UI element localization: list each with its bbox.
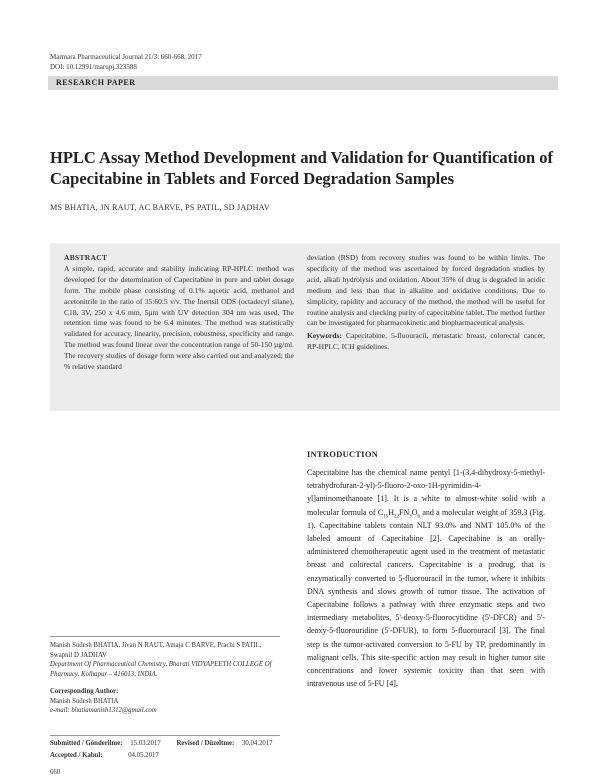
dates-row-2 — [50, 751, 159, 761]
introduction-heading: INTRODUCTION — [307, 450, 379, 459]
page-number: 660 — [50, 769, 61, 776]
abstract-box — [50, 243, 560, 411]
accepted-label: Accepted / Kabul: — [50, 752, 103, 759]
keywords-label: Keywords: — [307, 331, 342, 341]
affiliation-department: Department Of Pharmaceutical Chemistry, Bharati VIDYAPEETH COLLEGE Of Pharmacy, Kolhapur – 416013, INDIA. — [50, 661, 272, 678]
section-banner — [48, 76, 558, 90]
submitted-date: 15.03.2017 — [130, 740, 161, 747]
introduction-paragraph: Capecitabine has the chemical name pentyl [1-(3,4-dihydroxy-5-methyl-tetrahydrofuran-2-yl)-5-fluoro-2-oxo-1H-pyrimidin-4-yl]aminomethanoate [1]. It is a white to almost-white solid with a molecular formula of $C_{15}H_{22}FN_3O_6$ and a molecular weight of 359.3 (Fig. 1). Capecitabine tablets contain NLT 93.0% and NMT 105.0% of the labeled amount of Capecitabine [2]. Capecitabine is an orally-administered chemotherapeutic agent used in the treatment of metastatic breast and colorectal cancers. Capecitabine is a prodrug, that is enzymatically converted to 5-fluorouracil in the tumor, where it inhibits DNA synthesis and slows growth of tumor tissue. The activation of Capecitabine follows a pathway with three enzymatic steps and two intermediary metabolites, 5'-deoxy-5-fluorocytidine (5'-DFCR) and 5'-deoxy-5-fluorouridine (5'-DFUR), to form 5-fluorouracil [3]. The final step is the tumor-activated conversion to 5-FU by TP, predominantly in malignant cells. This site-specific action may result in higher tumor site concentrations and lower systemic toxicity than that seen with intravenous use of 5-FU [4]. — [307, 468, 545, 689]
abstract-text-2: deviation (RSD) from recovery studies was found to be within limits. The specificity of the method was ascertained by forced degradation studies by acid, alkali hydrolysis and oxidation. About 35% of drug is degraded in acidic medium and less than that in alkaline and oxidative conditions. Due to simplicity, rapidity and accuracy of the method, the method will be useful for routine analysis and checking purity of capecitabine tablet. The method further can be investigated for pharmacokinetic and biopharmaceutical analysis. — [307, 253, 545, 328]
affiliation-divider — [50, 636, 280, 637]
revised-label: Revised / Düzeltme: — [176, 740, 235, 747]
corresponding-name: Manish Sudesh BHATIA — [50, 697, 119, 705]
journal-citation: Marmara Pharmaceutical Journal 21/3: 660-668, 2017 — [50, 53, 202, 61]
affiliation-block — [50, 641, 282, 716]
accepted-date: 04.05.2017 — [128, 752, 159, 759]
abstract-column-2 — [307, 253, 545, 353]
revised-date: 30.04.2017 — [241, 740, 273, 747]
article-title: HPLC Assay Method Development and Validation for Quantification of Capecitabine in Tablets and Forced Degradation Samples — [50, 148, 553, 188]
dates-row-1 — [50, 739, 290, 749]
corresponding-email: e-mail: bhatiamanish1312@gmail.com — [50, 707, 157, 714]
abstract-text-1: A simple, rapid, accurate and stability indicating RP-HPLC method was developed for the determination of Capecitabine in pure and tablet dosage form. The mobile phase consisting of 0.1% aqcetic acid, methanol and acetonitrile in the ratio of 35:60:5 v/v. The Inertsil ODS (octadecyl silane), C18, 3V, 250 x 4.6 mm, 5µm with UV detection 304 nm was used. The retention time was found to be 6.4 minutes. The method was statistically validated for accuracy, linearity, precision, robustness, specificity and range. The method was found linear over the concentration range of 50-150 µg/ml. The recovery studies of dosage form were also carried out and analyzed; the % relative standard — [64, 263, 294, 372]
submitted-label: Submitted / Gönderilme: — [50, 740, 123, 747]
introduction-body — [307, 466, 545, 690]
keywords-text: Capecitabine, 5-fluouracil, metastatic breast, colorectal cancer, RP-HPLC, ICH guidelines. — [307, 331, 545, 352]
abstract-heading: ABSTRACT — [64, 253, 108, 262]
dates-divider — [50, 735, 280, 736]
doi: DOI: 10.12991/marupj.323588 — [50, 63, 137, 71]
affiliation-authors: Manish Sudesh BHATIA, Jivan N RAUT, Amaja C BARVE, Prachi S PATIL, Swapnil D JADHAV — [50, 642, 262, 659]
keywords — [307, 331, 545, 353]
abstract-column-1 — [64, 253, 294, 373]
corresponding-label: Corresponding Author: — [50, 688, 119, 695]
section-label: RESEARCH PAPER — [56, 78, 136, 87]
author-list: MS BHATIA, JN RAUT, AC BARVE, PS PATIL, SD JADHAV — [50, 203, 270, 212]
